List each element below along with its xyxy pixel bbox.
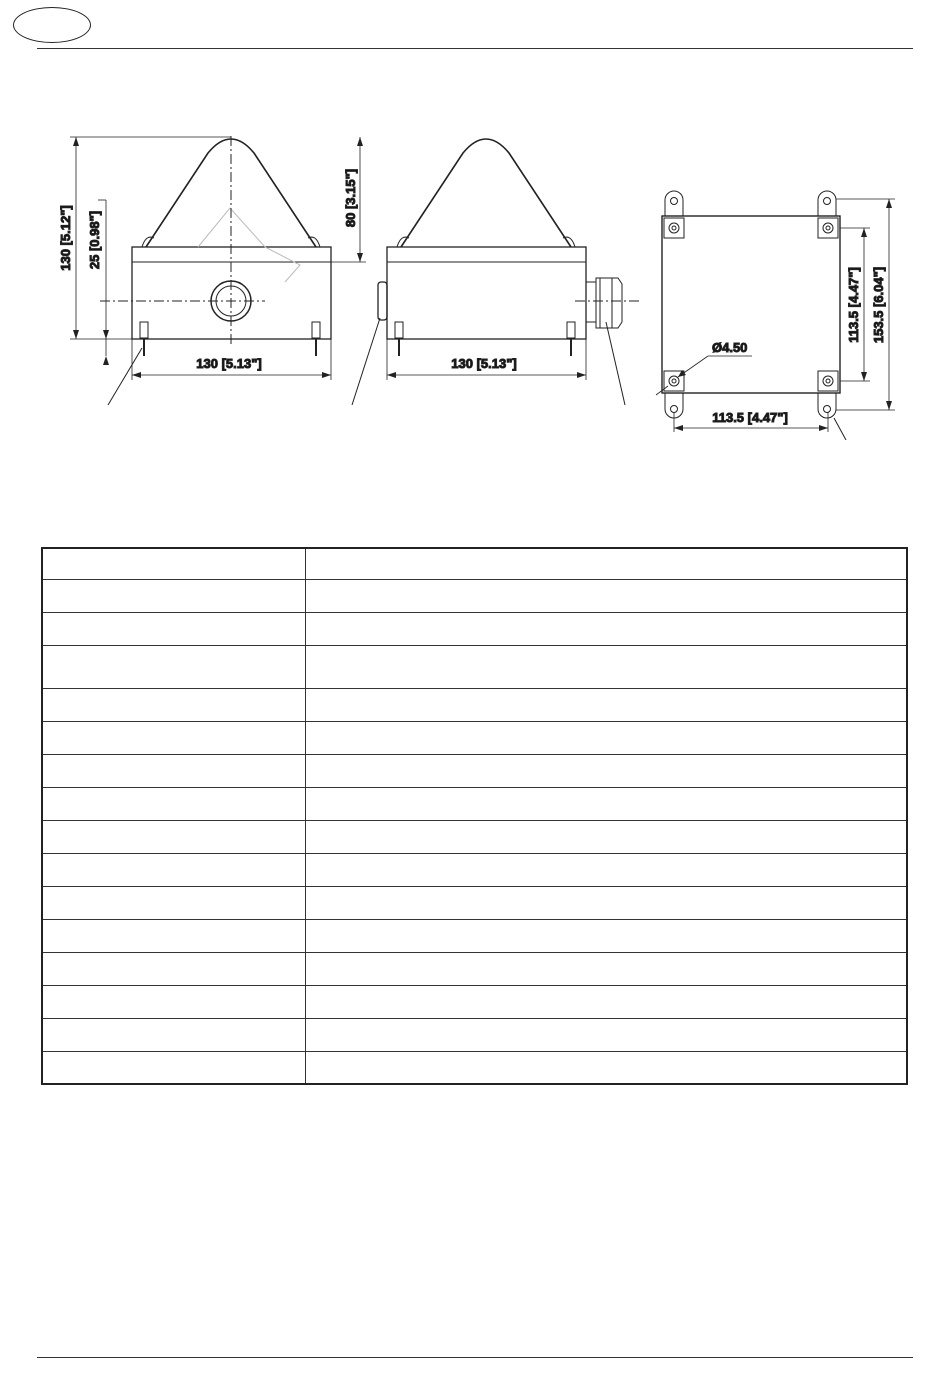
table-row <box>42 952 907 985</box>
dim-hole-width-label: 113.5 [4.47"] <box>712 410 788 425</box>
spec-value <box>306 754 908 787</box>
dimension-drawing <box>0 120 950 440</box>
spec-value <box>306 919 908 952</box>
side-plug-left <box>378 282 387 320</box>
spec-label <box>42 721 306 754</box>
spec-label <box>42 548 306 579</box>
spec-label <box>42 688 306 721</box>
spec-value <box>306 721 908 754</box>
table-row <box>42 645 907 688</box>
front-bolt-left <box>140 322 148 338</box>
ear-top-right <box>818 191 836 216</box>
spec-label <box>42 579 306 612</box>
table-row <box>42 985 907 1018</box>
spec-value <box>306 612 908 645</box>
spec-label <box>42 1018 306 1051</box>
screw-bottom-right <box>818 371 838 391</box>
spec-value <box>306 645 908 688</box>
spec-value <box>306 820 908 853</box>
footer-rule <box>37 1357 913 1358</box>
front-bolt-right <box>312 322 320 338</box>
base-body <box>662 216 840 393</box>
screw-top-left <box>664 218 684 238</box>
table-row <box>42 612 907 645</box>
table-row <box>42 548 907 579</box>
dim-dome-height-label: 80 [3.15"] <box>343 168 358 228</box>
spec-label <box>42 952 306 985</box>
dim-base-overall-height-label: 153.5 [6.04"] <box>871 266 886 344</box>
dim-hole-diameter-label: Ø4.50 <box>712 340 748 355</box>
table-row <box>42 919 907 952</box>
dim-hole-height-label: 113.5 [4.47"] <box>846 267 861 343</box>
front-lamp-hidden <box>198 208 300 282</box>
spec-value <box>306 688 908 721</box>
specification-table <box>41 547 908 1085</box>
base-view <box>656 191 895 440</box>
side-leader-left <box>352 318 380 405</box>
table-row <box>42 688 907 721</box>
spec-value <box>306 787 908 820</box>
spec-label <box>42 853 306 886</box>
spec-label <box>42 645 306 688</box>
spec-label <box>42 787 306 820</box>
dim-overall-height-label: 130 [5.12"] <box>58 205 73 271</box>
side-gland-base <box>586 282 596 322</box>
base-leader-line <box>834 418 846 440</box>
spec-value <box>306 1051 908 1084</box>
table-row <box>42 754 907 787</box>
side-body <box>387 247 586 339</box>
spec-label <box>42 754 306 787</box>
spec-value <box>306 886 908 919</box>
spec-value <box>306 579 908 612</box>
table-row <box>42 886 907 919</box>
spec-label <box>42 820 306 853</box>
dim-front-width-label: 130 [5.13"] <box>196 356 262 371</box>
header-rule <box>37 48 913 49</box>
spec-value <box>306 985 908 1018</box>
front-view <box>58 136 366 405</box>
table-row <box>42 579 907 612</box>
side-view <box>352 139 640 405</box>
table-row <box>42 853 907 886</box>
screw-top-right <box>818 218 838 238</box>
language-badge <box>13 7 91 43</box>
table-row <box>42 1018 907 1051</box>
spec-value <box>306 853 908 886</box>
table-row <box>42 787 907 820</box>
spec-label <box>42 985 306 1018</box>
spec-value <box>306 548 908 579</box>
side-leader-right <box>606 322 625 405</box>
ear-top-left <box>665 191 683 216</box>
dim-side-width-label: 130 [5.13"] <box>451 356 517 371</box>
table-row <box>42 721 907 754</box>
spec-label <box>42 919 306 952</box>
spec-label <box>42 1051 306 1084</box>
spec-label <box>42 612 306 645</box>
side-dome <box>401 139 571 247</box>
table-row <box>42 1051 907 1084</box>
spec-label <box>42 886 306 919</box>
spec-value <box>306 952 908 985</box>
spec-value <box>306 1018 908 1051</box>
table-row <box>42 820 907 853</box>
dim-base-height-label: 25 [0.98"] <box>87 210 102 270</box>
